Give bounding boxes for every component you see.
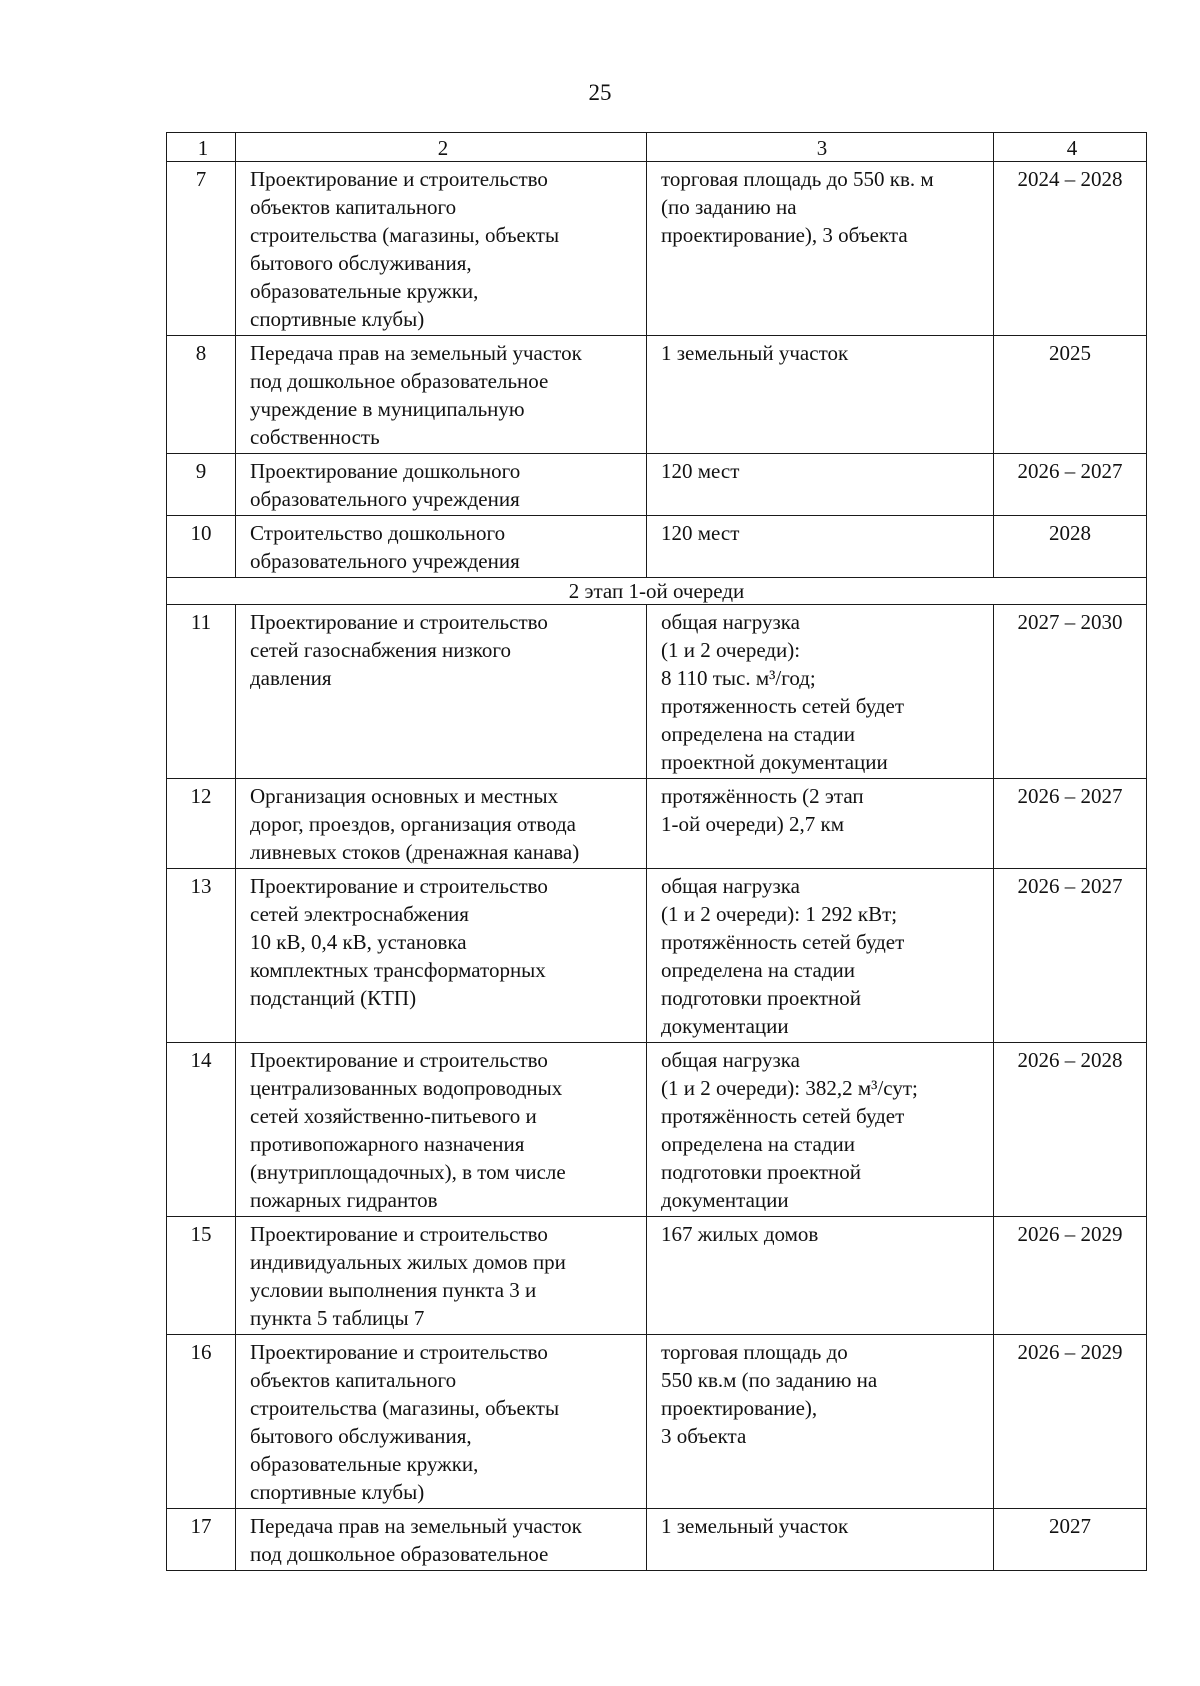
row-number-cell: 16	[167, 1335, 236, 1509]
period-cell: 2026 – 2027	[994, 869, 1147, 1043]
table-row	[167, 605, 1147, 779]
period-cell: 2026 – 2027	[994, 454, 1147, 516]
parameter-cell: общая нагрузка (1 и 2 очереди): 382,2 м³/сут; протяжённость сетей будет определена на стадии подготовки проектной документации	[647, 1043, 994, 1217]
period-cell: 2027 – 2030	[994, 605, 1147, 779]
row-number-cell: 9	[167, 454, 236, 516]
page-number: 25	[588, 80, 612, 105]
table-row	[167, 454, 1147, 516]
column-header-3: 3	[647, 133, 994, 162]
parameter-cell: торговая площадь до 550 кв.м (по заданию на проектирование), 3 объекта	[647, 1335, 994, 1509]
parameter-cell: 120 мест	[647, 454, 994, 516]
table-row	[167, 516, 1147, 578]
measure-name-cell: Проектирование и строительство индивидуальных жилых домов при условии выполнения пункта 3 и пункта 5 таблицы 7	[236, 1217, 647, 1335]
period-cell: 2026 – 2028	[994, 1043, 1147, 1217]
row-number-cell: 10	[167, 516, 236, 578]
stage-label: 2 этап 1-ой очереди	[167, 578, 1147, 605]
row-number-cell: 13	[167, 869, 236, 1043]
parameter-cell: 120 мест	[647, 516, 994, 578]
row-number-cell: 14	[167, 1043, 236, 1217]
measure-name-cell: Передача прав на земельный участок под дошкольное образовательное	[236, 1509, 647, 1571]
parameter-cell: 1 земельный участок	[647, 336, 994, 454]
row-number-cell: 15	[167, 1217, 236, 1335]
measure-name-cell: Проектирование и строительство централизованных водопроводных сетей хозяйственно-питьевого и противопожарного назначения (внутриплощадочных), в том числе пожарных гидрантов	[236, 1043, 647, 1217]
row-number-cell: 17	[167, 1509, 236, 1571]
table-row	[167, 779, 1147, 869]
measure-name-cell: Передача прав на земельный участок под дошкольное образовательное учреждение в муниципальную собственность	[236, 336, 647, 454]
table-row	[167, 162, 1147, 336]
parameter-cell: общая нагрузка (1 и 2 очереди): 8 110 тыс. м³/год; протяженность сетей будет определена на стадии проектной документации	[647, 605, 994, 779]
measure-name-cell: Строительство дошкольного образовательного учреждения	[236, 516, 647, 578]
column-header-4: 4	[994, 133, 1147, 162]
plan-table	[166, 132, 1147, 1571]
table-header-row	[167, 133, 1147, 162]
parameter-cell: 1 земельный участок	[647, 1509, 994, 1571]
row-number-cell: 12	[167, 779, 236, 869]
period-cell: 2026 – 2029	[994, 1335, 1147, 1509]
measure-name-cell: Проектирование и строительство объектов капитального строительства (магазины, объекты бытового обслуживания, образовательные кружки, спортивные клубы)	[236, 1335, 647, 1509]
table-row	[167, 336, 1147, 454]
column-header-2: 2	[236, 133, 647, 162]
measure-name-cell: Проектирование и строительство объектов капитального строительства (магазины, объекты бытового обслуживания, образовательные кружки, спортивные клубы)	[236, 162, 647, 336]
measure-name-cell: Проектирование и строительство сетей электроснабжения 10 кВ, 0,4 кВ, установка комплектных трансформаторных подстанций (КТП)	[236, 869, 647, 1043]
period-cell: 2028	[994, 516, 1147, 578]
parameter-cell: 167 жилых домов	[647, 1217, 994, 1335]
measure-name-cell: Организация основных и местных дорог, проездов, организация отвода ливневых стоков (дренажная канава)	[236, 779, 647, 869]
row-number-cell: 7	[167, 162, 236, 336]
row-number-cell: 11	[167, 605, 236, 779]
parameter-cell: торговая площадь до 550 кв. м (по заданию на проектирование), 3 объекта	[647, 162, 994, 336]
table-row	[167, 869, 1147, 1043]
parameter-cell: протяжённость (2 этап 1-ой очереди) 2,7 км	[647, 779, 994, 869]
row-number-cell: 8	[167, 336, 236, 454]
measure-name-cell: Проектирование и строительство сетей газоснабжения низкого давления	[236, 605, 647, 779]
measure-name-cell: Проектирование дошкольного образовательного учреждения	[236, 454, 647, 516]
table-body	[167, 133, 1147, 1571]
table-row	[167, 1509, 1147, 1571]
period-cell: 2026 – 2029	[994, 1217, 1147, 1335]
period-cell: 2027	[994, 1509, 1147, 1571]
parameter-cell: общая нагрузка (1 и 2 очереди): 1 292 кВт; протяжённость сетей будет определена на стадии подготовки проектной документации	[647, 869, 994, 1043]
table-row	[167, 1335, 1147, 1509]
period-cell: 2026 – 2027	[994, 779, 1147, 869]
period-cell: 2024 – 2028	[994, 162, 1147, 336]
period-cell: 2025	[994, 336, 1147, 454]
table-row	[167, 1217, 1147, 1335]
table-row	[167, 1043, 1147, 1217]
column-header-1: 1	[167, 133, 236, 162]
stage-row	[167, 578, 1147, 605]
